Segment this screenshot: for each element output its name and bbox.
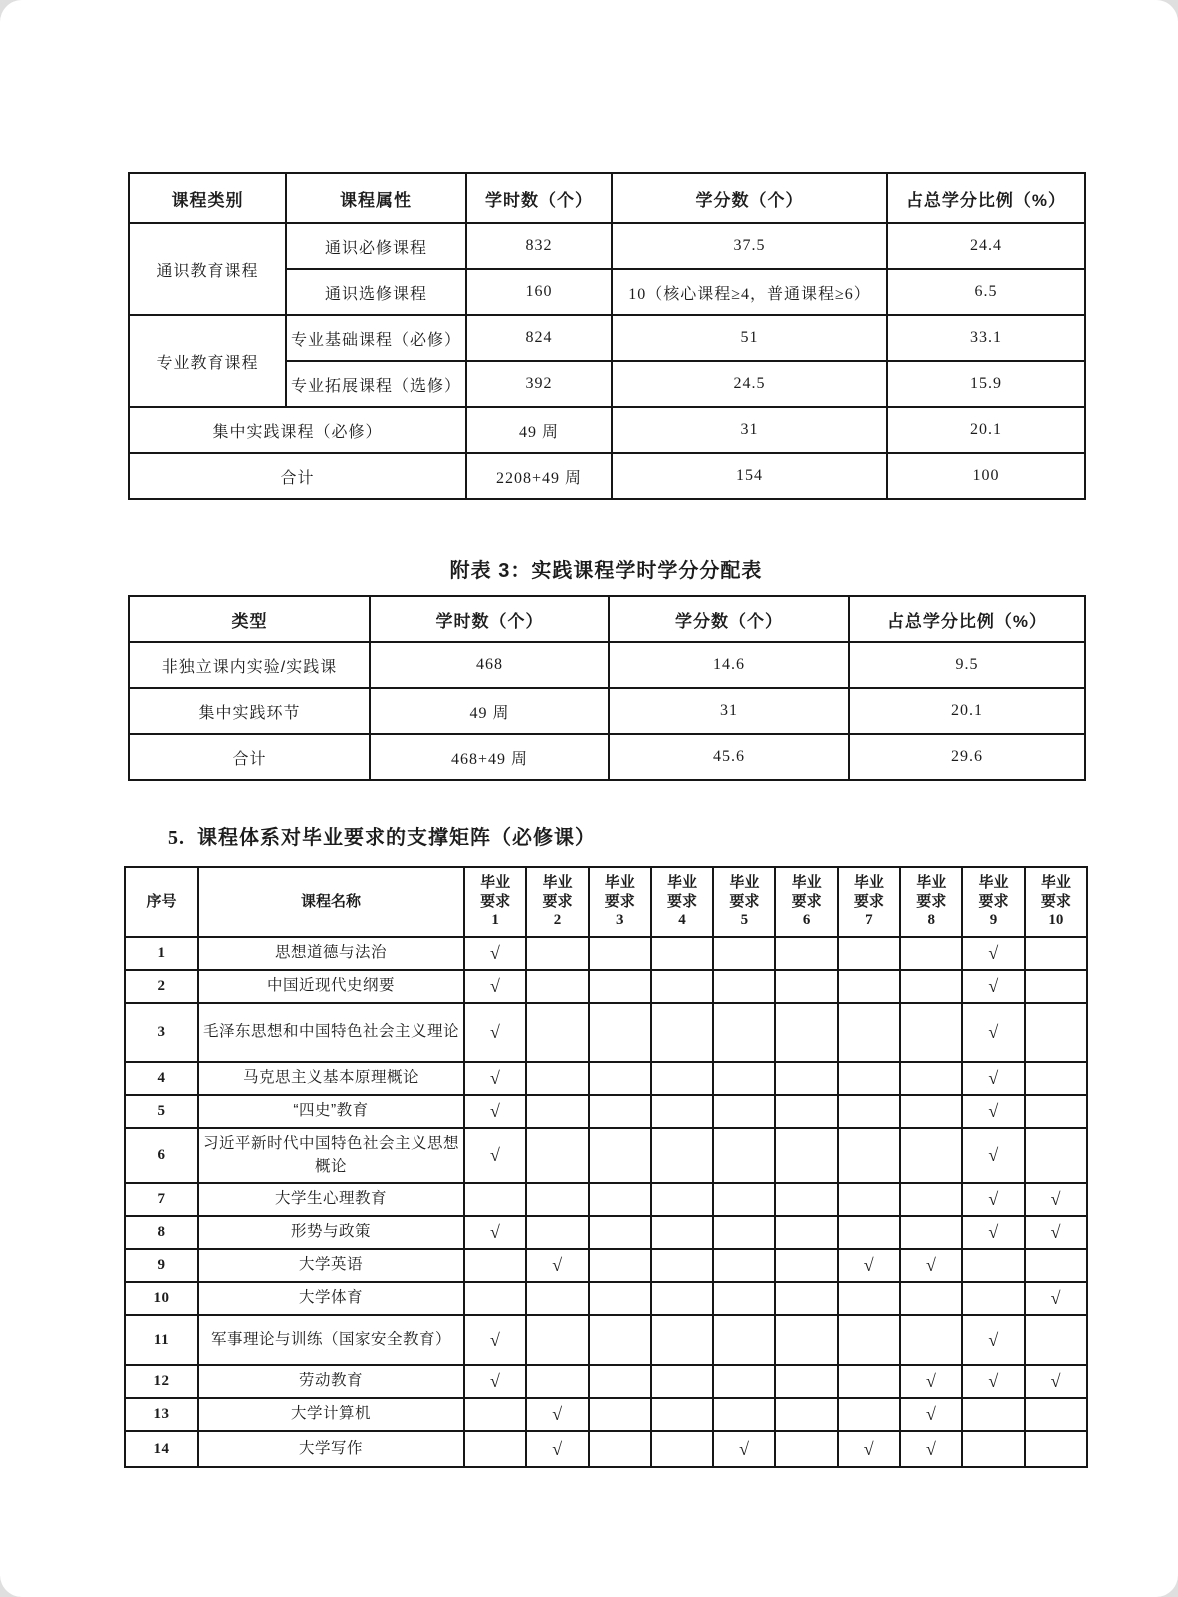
- credits-cell: 31: [612, 407, 887, 453]
- check-cell: [651, 1249, 713, 1282]
- check-cell: [526, 970, 588, 1003]
- table-row: [129, 734, 1085, 780]
- credit-distribution-table: [128, 172, 1086, 500]
- hours-cell: 824: [466, 315, 612, 361]
- req-header-cell: 毕业 要求 7: [838, 867, 900, 937]
- check-cell: [838, 1128, 900, 1183]
- check-cell: [651, 1062, 713, 1095]
- check-cell: √: [900, 1431, 962, 1467]
- check-cell: [651, 1398, 713, 1431]
- check-cell: [775, 1216, 837, 1249]
- check-cell: [589, 1315, 651, 1365]
- check-cell: [1025, 937, 1087, 970]
- course-name-cell: 大学写作: [198, 1431, 464, 1467]
- check-cell: √: [526, 1249, 588, 1282]
- check-cell: √: [962, 1128, 1024, 1183]
- check-cell: [962, 1431, 1024, 1467]
- req-header-cell: 毕业 要求 2: [526, 867, 588, 937]
- check-cell: [775, 1249, 837, 1282]
- check-cell: √: [900, 1365, 962, 1398]
- course-name-cell: 马克思主义基本原理概论: [198, 1062, 464, 1095]
- check-cell: [775, 970, 837, 1003]
- check-cell: √: [464, 1216, 526, 1249]
- req-header-cell: 毕业 要求 9: [962, 867, 1024, 937]
- check-cell: [464, 1249, 526, 1282]
- check-cell: √: [900, 1398, 962, 1431]
- check-cell: [838, 1095, 900, 1128]
- table-header-cell: 占总学分比例（%）: [849, 596, 1085, 642]
- attribute-cell: 通识选修课程: [286, 269, 466, 315]
- check-cell: [900, 1128, 962, 1183]
- percent-cell: 33.1: [887, 315, 1085, 361]
- check-cell: [526, 1095, 588, 1128]
- table-header-cell: 占总学分比例（%）: [887, 173, 1085, 223]
- check-cell: [1025, 1095, 1087, 1128]
- row-number-cell: 6: [125, 1128, 198, 1183]
- table-header-row: [125, 867, 1087, 937]
- check-cell: [651, 1095, 713, 1128]
- check-cell: [651, 1216, 713, 1249]
- check-cell: √: [962, 1183, 1024, 1216]
- check-cell: [838, 937, 900, 970]
- check-cell: √: [464, 970, 526, 1003]
- check-cell: [526, 1183, 588, 1216]
- check-cell: [526, 1282, 588, 1315]
- check-cell: [962, 1249, 1024, 1282]
- hours-cell: 832: [466, 223, 612, 269]
- table-header-cell: 学分数（个）: [612, 173, 887, 223]
- table-row: [129, 642, 1085, 688]
- check-cell: √: [464, 1062, 526, 1095]
- check-cell: [713, 1095, 775, 1128]
- check-cell: [713, 937, 775, 970]
- check-cell: [526, 1216, 588, 1249]
- hours-cell: 49 周: [370, 688, 609, 734]
- row-number-cell: 7: [125, 1183, 198, 1216]
- check-cell: [651, 1183, 713, 1216]
- table-row: [129, 688, 1085, 734]
- check-cell: [775, 1183, 837, 1216]
- percent-cell: 100: [887, 453, 1085, 499]
- course-name-cell: “四史”教育: [198, 1095, 464, 1128]
- req-number: 6: [802, 912, 811, 929]
- check-cell: [1025, 1128, 1087, 1183]
- check-cell: √: [464, 937, 526, 970]
- annex3-title: 附表 3：实践课程学时学分分配表: [449, 560, 763, 582]
- section5-heading: [168, 821, 1178, 850]
- req-number: 10: [1048, 912, 1064, 929]
- check-cell: [713, 1128, 775, 1183]
- check-cell: [589, 937, 651, 970]
- check-cell: √: [900, 1249, 962, 1282]
- check-cell: √: [838, 1431, 900, 1467]
- row-number-cell: 10: [125, 1282, 198, 1315]
- check-cell: [589, 1183, 651, 1216]
- check-cell: [775, 1062, 837, 1095]
- check-cell: [1025, 1431, 1087, 1467]
- check-cell: [713, 1282, 775, 1315]
- check-cell: [1025, 1062, 1087, 1095]
- req-number: 8: [927, 912, 935, 929]
- credits-cell: 37.5: [612, 223, 887, 269]
- practice-credit-table: [128, 595, 1086, 781]
- check-cell: [589, 1398, 651, 1431]
- check-cell: √: [962, 970, 1024, 1003]
- req-header-cell: 毕业 要求 10: [1025, 867, 1087, 937]
- check-cell: [589, 1249, 651, 1282]
- hours-cell: 2208+49 周: [466, 453, 612, 499]
- check-cell: [526, 937, 588, 970]
- check-cell: [838, 1398, 900, 1431]
- check-cell: [651, 937, 713, 970]
- check-cell: [900, 1095, 962, 1128]
- percent-cell: 20.1: [887, 407, 1085, 453]
- check-cell: √: [713, 1431, 775, 1467]
- row-number-cell: 13: [125, 1398, 198, 1431]
- percent-cell: 24.4: [887, 223, 1085, 269]
- matrix-row: [125, 937, 1087, 970]
- course-name-cell: 毛泽东思想和中国特色社会主义理论: [198, 1003, 464, 1062]
- check-cell: [651, 1282, 713, 1315]
- check-cell: [713, 1365, 775, 1398]
- matrix-row: [125, 1216, 1087, 1249]
- table-header-cell: 学分数（个）: [609, 596, 849, 642]
- check-cell: [589, 1128, 651, 1183]
- table-header-cell: 课程名称: [198, 867, 464, 937]
- check-cell: [900, 970, 962, 1003]
- check-cell: [589, 1095, 651, 1128]
- type-cell: 合计: [129, 734, 370, 780]
- check-cell: √: [962, 1315, 1024, 1365]
- check-cell: [464, 1398, 526, 1431]
- matrix-row: [125, 1128, 1087, 1183]
- hours-cell: 468: [370, 642, 609, 688]
- attribute-cell: 专业基础课程（必修）: [286, 315, 466, 361]
- attribute-cell: 通识必修课程: [286, 223, 466, 269]
- check-cell: [589, 1216, 651, 1249]
- check-cell: √: [464, 1095, 526, 1128]
- merged-label-cell: 集中实践课程（必修）: [129, 407, 466, 453]
- check-cell: [526, 1003, 588, 1062]
- req-number: 2: [553, 912, 562, 929]
- check-cell: √: [1025, 1365, 1087, 1398]
- check-cell: √: [464, 1315, 526, 1365]
- req-header-cell: 毕业 要求 6: [775, 867, 837, 937]
- check-cell: [1025, 1003, 1087, 1062]
- row-number-cell: 8: [125, 1216, 198, 1249]
- check-cell: [526, 1128, 588, 1183]
- check-cell: [838, 1183, 900, 1216]
- support-matrix-table: [124, 866, 1088, 1468]
- table-header-cell: 学时数（个）: [466, 173, 612, 223]
- table-header-cell: 序号: [125, 867, 198, 937]
- check-cell: [713, 1003, 775, 1062]
- table-header-row: [129, 173, 1085, 223]
- check-cell: [775, 937, 837, 970]
- check-cell: [1025, 1249, 1087, 1282]
- check-cell: √: [838, 1249, 900, 1282]
- check-cell: [962, 1282, 1024, 1315]
- table-header-cell: 课程类别: [129, 173, 286, 223]
- check-cell: [900, 1062, 962, 1095]
- check-cell: [651, 970, 713, 1003]
- hours-cell: 468+49 周: [370, 734, 609, 780]
- check-cell: [775, 1398, 837, 1431]
- check-cell: [589, 1062, 651, 1095]
- course-name-cell: 中国近现代史纲要: [198, 970, 464, 1003]
- course-name-cell: 形势与政策: [198, 1216, 464, 1249]
- check-cell: [1025, 1315, 1087, 1365]
- row-number-cell: 9: [125, 1249, 198, 1282]
- table-header-cell: 课程属性: [286, 173, 466, 223]
- table-row: [129, 453, 1085, 499]
- credits-cell: 51: [612, 315, 887, 361]
- check-cell: √: [1025, 1183, 1087, 1216]
- check-cell: [464, 1431, 526, 1467]
- category-cell: 通识教育课程: [129, 223, 286, 315]
- check-cell: [526, 1062, 588, 1095]
- check-cell: [651, 1003, 713, 1062]
- matrix-row: [125, 1315, 1087, 1365]
- check-cell: [775, 1095, 837, 1128]
- row-number-cell: 11: [125, 1315, 198, 1365]
- credits-cell: 10（核心课程≥4，普通课程≥6）: [612, 269, 887, 315]
- percent-cell: 29.6: [849, 734, 1085, 780]
- row-number-cell: 3: [125, 1003, 198, 1062]
- check-cell: [589, 970, 651, 1003]
- check-cell: [651, 1365, 713, 1398]
- check-cell: [775, 1128, 837, 1183]
- section5-number: 5.: [168, 827, 185, 849]
- req-header-cell: 毕业 要求 8: [900, 867, 962, 937]
- check-cell: [900, 1282, 962, 1315]
- check-cell: [838, 1365, 900, 1398]
- check-cell: [589, 1431, 651, 1467]
- check-cell: √: [962, 1062, 1024, 1095]
- check-cell: [651, 1431, 713, 1467]
- percent-cell: 9.5: [849, 642, 1085, 688]
- check-cell: [775, 1431, 837, 1467]
- check-cell: [838, 1216, 900, 1249]
- merged-label-cell: 合计: [129, 453, 466, 499]
- type-cell: 集中实践环节: [129, 688, 370, 734]
- check-cell: [589, 1003, 651, 1062]
- check-cell: [651, 1128, 713, 1183]
- check-cell: √: [464, 1365, 526, 1398]
- course-name-cell: 大学英语: [198, 1249, 464, 1282]
- check-cell: √: [464, 1003, 526, 1062]
- section5-title: 课程体系对毕业要求的支撑矩阵（必修课）: [197, 827, 596, 849]
- req-number: 7: [865, 912, 873, 929]
- table-header-cell: 学时数（个）: [370, 596, 609, 642]
- check-cell: [1025, 970, 1087, 1003]
- credits-cell: 154: [612, 453, 887, 499]
- matrix-row: [125, 1365, 1087, 1398]
- check-cell: √: [962, 937, 1024, 970]
- check-cell: √: [464, 1128, 526, 1183]
- check-cell: [900, 937, 962, 970]
- req-header-cell: 毕业 要求 3: [589, 867, 651, 937]
- check-cell: [651, 1315, 713, 1365]
- check-cell: √: [962, 1003, 1024, 1062]
- percent-cell: 6.5: [887, 269, 1085, 315]
- check-cell: [775, 1003, 837, 1062]
- matrix-row: [125, 1003, 1087, 1062]
- check-cell: [900, 1183, 962, 1216]
- matrix-row: [125, 1249, 1087, 1282]
- category-cell: 专业教育课程: [129, 315, 286, 407]
- check-cell: [713, 1249, 775, 1282]
- req-number: 5: [740, 912, 749, 929]
- credits-cell: 14.6: [609, 642, 849, 688]
- check-cell: [713, 1216, 775, 1249]
- check-cell: [900, 1216, 962, 1249]
- course-name-cell: 大学体育: [198, 1282, 464, 1315]
- course-name-cell: 大学生心理教育: [198, 1183, 464, 1216]
- credits-cell: 45.6: [609, 734, 849, 780]
- hours-cell: 49 周: [466, 407, 612, 453]
- check-cell: √: [1025, 1282, 1087, 1315]
- check-cell: [526, 1315, 588, 1365]
- row-number-cell: 1: [125, 937, 198, 970]
- row-number-cell: 2: [125, 970, 198, 1003]
- matrix-row: [125, 1282, 1087, 1315]
- hours-cell: 160: [466, 269, 612, 315]
- check-cell: [775, 1365, 837, 1398]
- check-cell: [775, 1282, 837, 1315]
- table-header-cell: 类型: [129, 596, 370, 642]
- course-name-cell: 思想道德与法治: [198, 937, 464, 970]
- check-cell: [838, 1282, 900, 1315]
- matrix-row: [125, 1431, 1087, 1467]
- req-number: 1: [491, 912, 499, 929]
- row-number-cell: 12: [125, 1365, 198, 1398]
- table-row: [129, 315, 1085, 361]
- table-row: [129, 223, 1085, 269]
- course-name-cell: 劳动教育: [198, 1365, 464, 1398]
- course-name-cell: 军事理论与训练（国家安全教育）: [198, 1315, 464, 1365]
- row-number-cell: 5: [125, 1095, 198, 1128]
- check-cell: [962, 1398, 1024, 1431]
- check-cell: √: [526, 1398, 588, 1431]
- table-header-row: [129, 596, 1085, 642]
- hours-cell: 392: [466, 361, 612, 407]
- course-name-cell: 习近平新时代中国特色社会主义思想概论: [198, 1128, 464, 1183]
- check-cell: √: [526, 1431, 588, 1467]
- matrix-row: [125, 1062, 1087, 1095]
- check-cell: √: [962, 1216, 1024, 1249]
- req-header-cell: 毕业 要求 1: [464, 867, 526, 937]
- check-cell: [838, 1315, 900, 1365]
- check-cell: [838, 1062, 900, 1095]
- check-cell: √: [1025, 1216, 1087, 1249]
- attribute-cell: 专业拓展课程（选修）: [286, 361, 466, 407]
- type-cell: 非独立课内实验/实践课: [129, 642, 370, 688]
- req-header-cell: 毕业 要求 5: [713, 867, 775, 937]
- matrix-row: [125, 1183, 1087, 1216]
- check-cell: [464, 1282, 526, 1315]
- credits-cell: 24.5: [612, 361, 887, 407]
- check-cell: [526, 1365, 588, 1398]
- check-cell: [713, 1183, 775, 1216]
- course-name-cell: 大学计算机: [198, 1398, 464, 1431]
- check-cell: [589, 1365, 651, 1398]
- req-header-cell: 毕业 要求 4: [651, 867, 713, 937]
- check-cell: [589, 1282, 651, 1315]
- check-cell: [713, 1398, 775, 1431]
- row-number-cell: 14: [125, 1431, 198, 1467]
- check-cell: [713, 970, 775, 1003]
- percent-cell: 20.1: [849, 688, 1085, 734]
- check-cell: [900, 1003, 962, 1062]
- check-cell: [838, 1003, 900, 1062]
- req-number: 4: [678, 912, 686, 929]
- matrix-row: [125, 970, 1087, 1003]
- credits-cell: 31: [609, 688, 849, 734]
- matrix-row: [125, 1095, 1087, 1128]
- table-row: [129, 407, 1085, 453]
- check-cell: [1025, 1398, 1087, 1431]
- check-cell: [713, 1062, 775, 1095]
- check-cell: [713, 1315, 775, 1365]
- check-cell: √: [962, 1095, 1024, 1128]
- check-cell: [900, 1315, 962, 1365]
- percent-cell: 15.9: [887, 361, 1085, 407]
- row-number-cell: 4: [125, 1062, 198, 1095]
- check-cell: [464, 1183, 526, 1216]
- check-cell: [838, 970, 900, 1003]
- matrix-row: [125, 1398, 1087, 1431]
- check-cell: √: [962, 1365, 1024, 1398]
- req-number: 3: [615, 912, 624, 929]
- check-cell: [775, 1315, 837, 1365]
- req-number: 9: [989, 912, 998, 929]
